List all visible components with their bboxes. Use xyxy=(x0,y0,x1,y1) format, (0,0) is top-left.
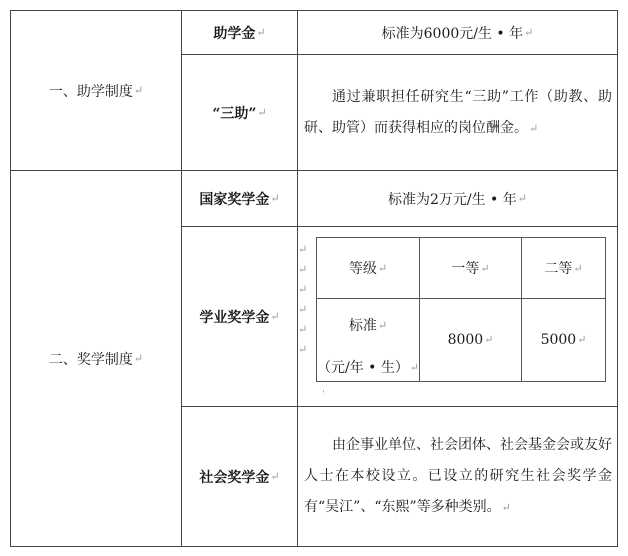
social-scholarship-description-text: 由企事业单位、社会团体、社会基金会或友好人士在本校设立。已设立的研究生社会奖学金有“吴江”、“东熙”等多种类别。 xyxy=(304,437,612,515)
second-grade-value xyxy=(522,299,605,380)
first-grade-value-text: 8000 xyxy=(447,331,484,348)
paragraph-mark: ↵ xyxy=(298,283,308,296)
item-label-social-text: 社会奖学金 xyxy=(199,469,270,486)
paragraph-mark: ↵ xyxy=(270,470,280,483)
paragraph-mark: ↵ xyxy=(501,501,511,514)
three-assistants-description-text: 通过兼职担任研究生“三助”工作（助教、助研、助管）而获得相应的岗位酬金。 xyxy=(304,89,612,136)
paragraph-mark: ↵ xyxy=(517,192,527,205)
national-standard-text: 标准为2万元/生 • 年 xyxy=(387,191,517,208)
item-label-three-assistants-text: “三助” xyxy=(212,105,257,122)
second-grade-value-text: 5000 xyxy=(540,331,577,348)
paragraph-mark: ↵ xyxy=(377,261,388,275)
paragraph-mark: ↵ xyxy=(270,310,280,323)
table-border-bottom xyxy=(10,546,618,547)
grade-header-level-text: 等级 xyxy=(348,261,377,277)
item-label-grant-text: 助学金 xyxy=(213,25,256,42)
section-label-aid xyxy=(11,11,181,170)
paragraph-mark: ↵ xyxy=(298,323,308,336)
item-label-academic xyxy=(182,227,297,406)
paragraph-mark: ↵ xyxy=(573,261,583,275)
grant-standard-text: 标准为6000元/生 • 年 xyxy=(381,25,524,42)
grade-header-first-text: 一等 xyxy=(451,261,480,277)
standard-label xyxy=(317,312,419,338)
left-paragraph-marks xyxy=(298,240,312,360)
item-label-national-text: 国家奖学金 xyxy=(199,191,270,208)
item-label-grant xyxy=(182,11,297,54)
three-assistants-description xyxy=(304,82,612,144)
social-scholarship-description xyxy=(304,430,612,523)
paragraph-mark: ↵ xyxy=(577,333,587,346)
paragraph-mark: ↵ xyxy=(133,84,144,97)
paragraph-mark: ↵ xyxy=(298,243,308,256)
item-label-academic-text: 学业奖学金 xyxy=(199,309,270,326)
paragraph-mark: ↵ xyxy=(256,26,266,39)
grade-header-first xyxy=(420,238,521,298)
item-label-national xyxy=(182,171,297,226)
grant-standard xyxy=(298,11,617,54)
item-label-social xyxy=(182,407,297,546)
section-label-aid-text: 一、助学制度 xyxy=(48,83,133,100)
paragraph-mark: ↵ xyxy=(298,263,308,276)
paragraph-mark: ↵ xyxy=(270,192,280,205)
section-label-scholarship xyxy=(11,171,181,546)
paragraph-mark: ↵ xyxy=(298,343,308,356)
paragraph-mark: ↵ xyxy=(257,106,267,119)
paragraph-mark: ↵ xyxy=(298,303,308,316)
grade-header-second xyxy=(522,238,605,298)
cursor-tick: ˌ xyxy=(322,383,325,394)
standard-unit-label xyxy=(317,354,419,380)
national-standard xyxy=(298,171,617,226)
first-grade-value xyxy=(420,299,521,380)
paragraph-mark: ↵ xyxy=(484,333,494,346)
standard-label-text: 标准 xyxy=(348,318,377,334)
paragraph-mark: ↵ xyxy=(529,122,539,135)
paragraph-mark: ↵ xyxy=(377,318,388,332)
grade-header-level xyxy=(317,238,419,298)
standard-unit-label-text: （元/年 • 生） xyxy=(317,360,409,376)
item-label-three-assistants xyxy=(182,55,297,170)
paragraph-mark: ↵ xyxy=(524,26,534,39)
paragraph-mark: ↵ xyxy=(480,261,490,275)
table-border-right xyxy=(617,10,618,547)
grade-header-second-text: 二等 xyxy=(544,261,573,277)
paragraph-mark: ↵ xyxy=(133,352,144,365)
paragraph-mark: ↵ xyxy=(409,360,419,374)
section-label-scholarship-text: 二、奖学制度 xyxy=(48,351,133,368)
